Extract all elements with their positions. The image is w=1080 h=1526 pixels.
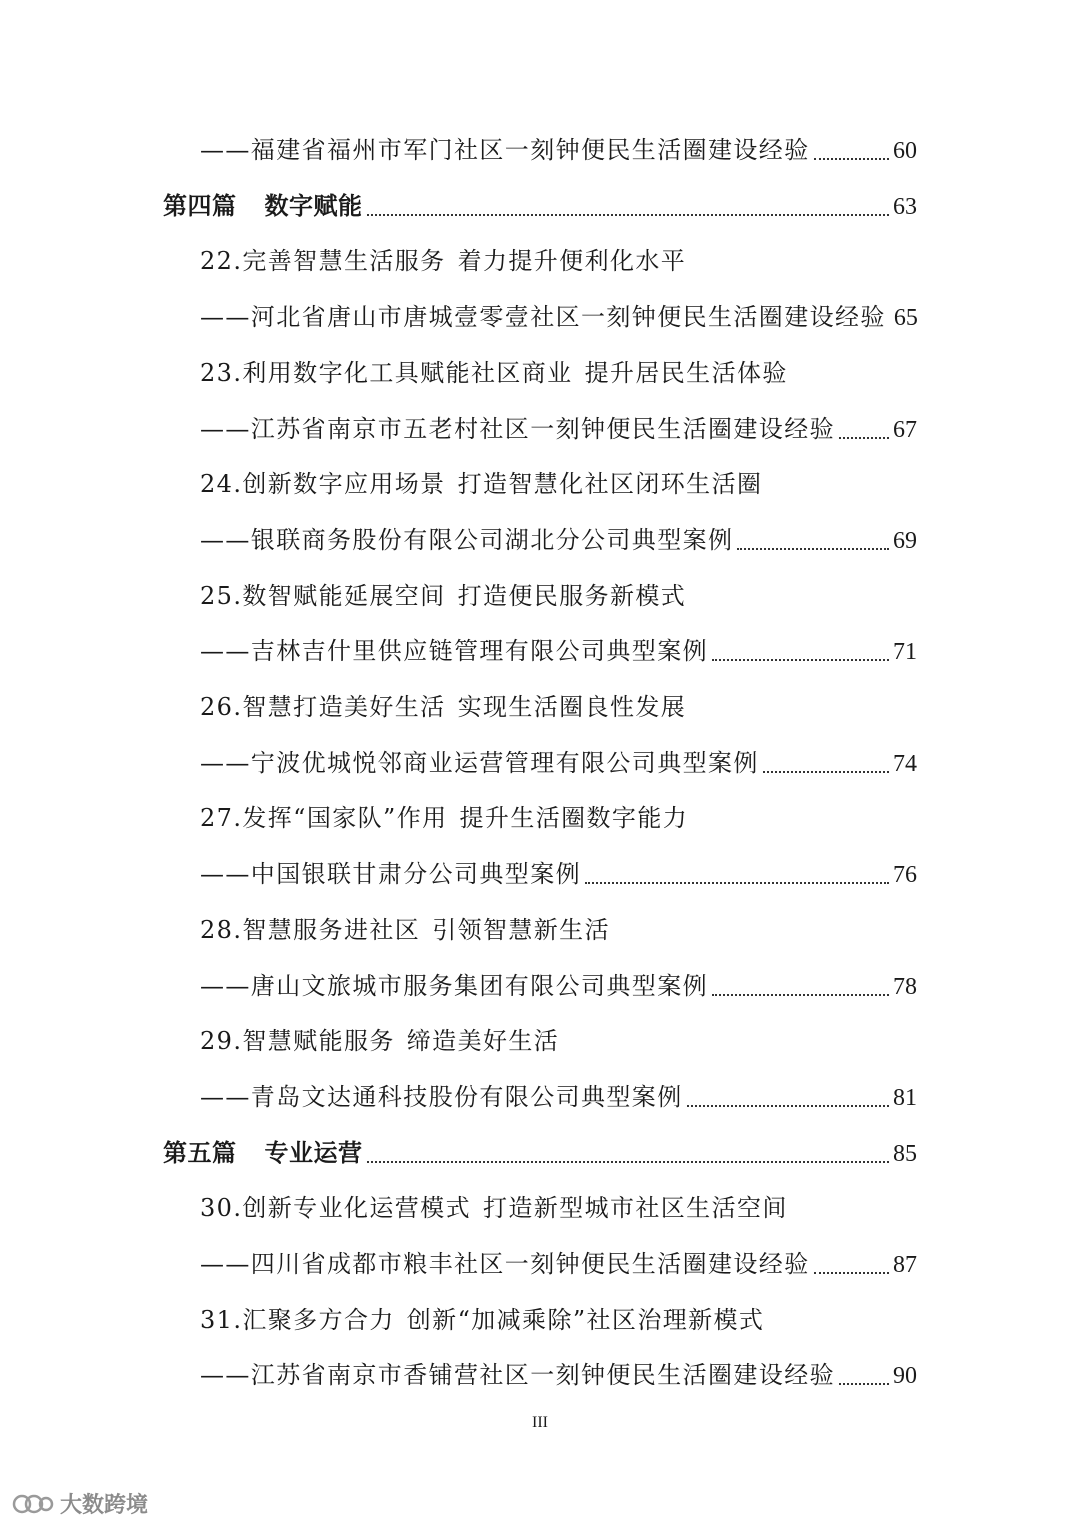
case-subtitle: 打造智慧化社区闭环生活圈: [457, 470, 763, 498]
page-ref: 90: [893, 1363, 917, 1389]
leader-dots: [367, 1161, 890, 1163]
case-number: 24.: [200, 470, 243, 498]
toc-case-heading: [200, 1023, 559, 1059]
case-title: 智慧服务进社区: [242, 916, 421, 944]
case-title: 发挥“国家队”作用: [242, 804, 448, 832]
leader-dots: [737, 548, 889, 550]
page-ref: 60: [893, 138, 917, 164]
case-number: 27.: [200, 804, 243, 832]
case-subtitle: 创新“加减乘除”社区治理新模式: [406, 1306, 765, 1334]
toc-case-heading: [200, 800, 688, 836]
case-number: 26.: [200, 693, 243, 721]
toc-case-heading: [200, 689, 686, 725]
case-subtitle: 缔造美好生活: [406, 1027, 560, 1055]
toc-case-heading: [200, 243, 686, 279]
toc-source-entry[interactable]: [200, 299, 917, 335]
leader-dots: [712, 994, 889, 996]
source-text: ——中国银联甘肃分公司典型案例: [200, 860, 581, 888]
source-text: ——四川省成都市粮丰社区一刻钟便民生活圈建设经验: [200, 1250, 810, 1278]
page-ref: 63: [893, 194, 917, 220]
watermark-text: 大数跨境: [60, 1493, 149, 1518]
case-subtitle: 提升居民生活体验: [584, 359, 788, 387]
part-label: 第四篇: [163, 192, 237, 220]
toc-case-heading: [200, 1190, 788, 1226]
case-number: 31.: [200, 1306, 243, 1334]
toc-source-entry[interactable]: [200, 411, 917, 447]
toc-case-heading: [200, 1302, 764, 1338]
case-title: 利用数字化工具赋能社区商业: [242, 359, 573, 387]
page-ref: 87: [893, 1252, 917, 1278]
toc-case-heading: [200, 355, 788, 391]
source-text: ——青岛文达通科技股份有限公司典型案例: [200, 1083, 683, 1111]
leader-dots: [367, 214, 890, 216]
watermark-logo-icon: [12, 1490, 54, 1518]
page-ref: 69: [893, 528, 917, 554]
toc-source-entry[interactable]: [200, 856, 917, 892]
source-text: ——吉林吉什里供应链管理有限公司典型案例: [200, 637, 708, 665]
case-number: 22.: [200, 247, 243, 275]
source-text: ——银联商务股份有限公司湖北分公司典型案例: [200, 526, 734, 554]
case-number: 28.: [200, 916, 243, 944]
toc-source-entry[interactable]: [200, 522, 917, 558]
case-title: 数智赋能延展空间: [242, 582, 446, 610]
case-title: 创新专业化运营模式: [242, 1194, 471, 1222]
case-title: 智慧打造美好生活: [242, 693, 446, 721]
toc-case-heading: [200, 912, 610, 948]
leader-dots: [814, 158, 889, 160]
leader-dots: [585, 882, 889, 884]
case-number: 30.: [200, 1194, 243, 1222]
case-subtitle: 提升生活圈数字能力: [459, 804, 689, 832]
page-ref: 65: [893, 305, 918, 331]
toc-part-entry[interactable]: [163, 1135, 917, 1171]
toc-part-entry[interactable]: [163, 188, 917, 224]
case-subtitle: 打造便民服务新模式: [457, 582, 687, 610]
toc-source-entry[interactable]: [200, 633, 917, 669]
leader-dots: [839, 1383, 889, 1385]
page-ref: 71: [893, 639, 917, 665]
case-subtitle: 实现生活圈良性发展: [457, 693, 687, 721]
toc-source-entry[interactable]: [200, 1079, 917, 1115]
source-text: ——唐山文旅城市服务集团有限公司典型案例: [200, 972, 708, 1000]
page-ref: 85: [893, 1141, 917, 1167]
leader-dots: [814, 1272, 889, 1274]
page-ref: 78: [893, 974, 917, 1000]
source-text: ——江苏省南京市香铺营社区一刻钟便民生活圈建设经验: [200, 1361, 835, 1389]
toc-source-entry[interactable]: [200, 1357, 917, 1393]
page-ref: 67: [893, 417, 917, 443]
part-title: 数字赋能: [264, 192, 363, 220]
toc-case-heading: [200, 578, 686, 614]
leader-dots: [839, 437, 889, 439]
leader-dots: [712, 659, 889, 661]
page-number: III: [532, 1414, 548, 1431]
case-number: 25.: [200, 582, 243, 610]
page-ref: 76: [893, 862, 917, 888]
leader-dots: [687, 1105, 889, 1107]
case-number: 23.: [200, 359, 243, 387]
toc-source-entry[interactable]: [200, 968, 917, 1004]
case-subtitle: 着力提升便利化水平: [457, 247, 687, 275]
source-text: ——河北省唐山市唐城壹零壹社区一刻钟便民生活圈建设经验: [200, 303, 886, 331]
part-title: 专业运营: [264, 1139, 363, 1167]
toc-source-entry[interactable]: [200, 1246, 917, 1282]
leader-dots: [763, 771, 889, 773]
case-subtitle: 引领智慧新生活: [432, 916, 610, 944]
toc-source-entry[interactable]: [200, 132, 917, 168]
case-title: 智慧赋能服务: [242, 1027, 395, 1055]
case-title: 完善智慧生活服务: [242, 247, 446, 275]
case-title: 汇聚多方合力: [242, 1306, 395, 1334]
toc-case-heading: [200, 466, 762, 502]
page-ref: 74: [893, 751, 917, 777]
source-text: ——福建省福州市军门社区一刻钟便民生活圈建设经验: [200, 136, 810, 164]
source-text: ——江苏省南京市五老村社区一刻钟便民生活圈建设经验: [200, 415, 835, 443]
case-number: 29.: [200, 1027, 243, 1055]
part-label: 第五篇: [163, 1139, 237, 1167]
case-title: 创新数字应用场景: [242, 470, 446, 498]
source-text: ——宁波优城悦邻商业运营管理有限公司典型案例: [200, 749, 759, 777]
watermark: [12, 1488, 148, 1519]
case-subtitle: 打造新型城市社区生活空间: [482, 1194, 788, 1222]
page-ref: 81: [893, 1085, 917, 1111]
toc-source-entry[interactable]: [200, 745, 917, 781]
